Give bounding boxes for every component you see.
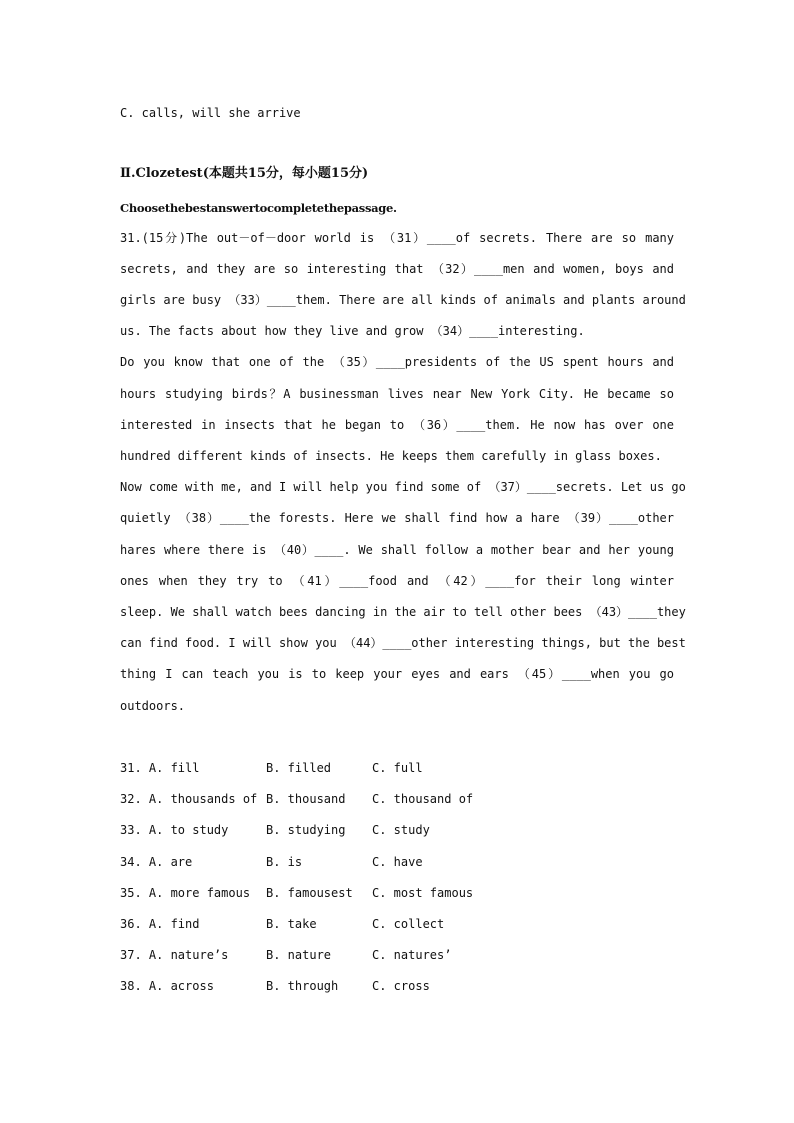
option-b: B. nature [266, 948, 332, 962]
option-c: C. thousand of [372, 792, 474, 806]
passage-line: secrets, and they are so interesting that （32）____men and women, boys and [120, 262, 674, 276]
option-c: C. collect [372, 917, 445, 931]
option-c: C. have [372, 855, 423, 869]
section-instruction: Choosethebestanswertocompletethepassage. [120, 201, 397, 215]
passage-line: thing I can teach you is to keep your eyes and ears （45）____when you go [120, 667, 674, 681]
option-b: B. through [266, 979, 339, 993]
option-c: C. full [372, 761, 423, 775]
previous-question-option: C. calls, will she arrive [120, 106, 301, 120]
passage-line: us. The facts about how they live and grow （34）____interesting. [120, 324, 585, 338]
option-c: C. most famous [372, 886, 474, 900]
passage-line: sleep. We shall watch bees dancing in the air to tell other bees （43）____they [120, 605, 686, 619]
passage-line: hares where there is （40）____. We shall follow a mother bear and her young [120, 543, 674, 557]
passage-line: Now come with me, and I will help you find some of （37）____secrets. Let us go [120, 480, 686, 494]
option-c: C. natures’ [372, 948, 452, 962]
passage-line: interested in insects that he began to （36）____them. He now has over one [120, 418, 674, 432]
option-c: C. cross [372, 979, 430, 993]
option-a: 36. A. find [120, 917, 200, 931]
option-b: B. filled [266, 761, 332, 775]
option-a: 35. A. more famous [120, 886, 251, 900]
option-a: 32. A. thousands of [120, 792, 258, 806]
option-b: B. famousest [266, 886, 353, 900]
passage-line: ones when they try to （41）____food and （42）____for their long winter [120, 574, 674, 588]
passage-line: hundred different kinds of insects. He keeps them carefully in glass boxes. [120, 449, 662, 463]
option-c: C. study [372, 823, 430, 837]
section-heading: Ⅱ.Clozetest(本题共15分，每小题15分) [120, 166, 369, 181]
passage-line: hours studying birds？A businessman lives near New York City. He became so [120, 387, 674, 401]
passage-line: Do you know that one of the （35）____presidents of the US spent hours and [120, 355, 674, 369]
option-b: B. studying [266, 823, 346, 837]
option-a: 37. A. nature’s [120, 948, 229, 962]
option-b: B. thousand [266, 792, 346, 806]
passage-line: quietly （38）____the forests. Here we shall find how a hare （39）____other [120, 511, 674, 525]
passage-line: girls are busy （33）____them. There are all kinds of animals and plants around [120, 293, 686, 307]
passage-line: 31.(15分)The out－of－door world is （31）____of secrets. There are so many [120, 231, 674, 245]
option-b: B. take [266, 917, 317, 931]
option-a: 33. A. to study [120, 823, 229, 837]
passage-line: outdoors. [120, 699, 186, 713]
option-b: B. is [266, 855, 303, 869]
option-a: 31. A. fill [120, 761, 200, 775]
option-a: 38. A. across [120, 979, 214, 993]
passage-line: can find food. I will show you （44）____other interesting things, but the best [120, 636, 686, 650]
option-a: 34. A. are [120, 855, 193, 869]
